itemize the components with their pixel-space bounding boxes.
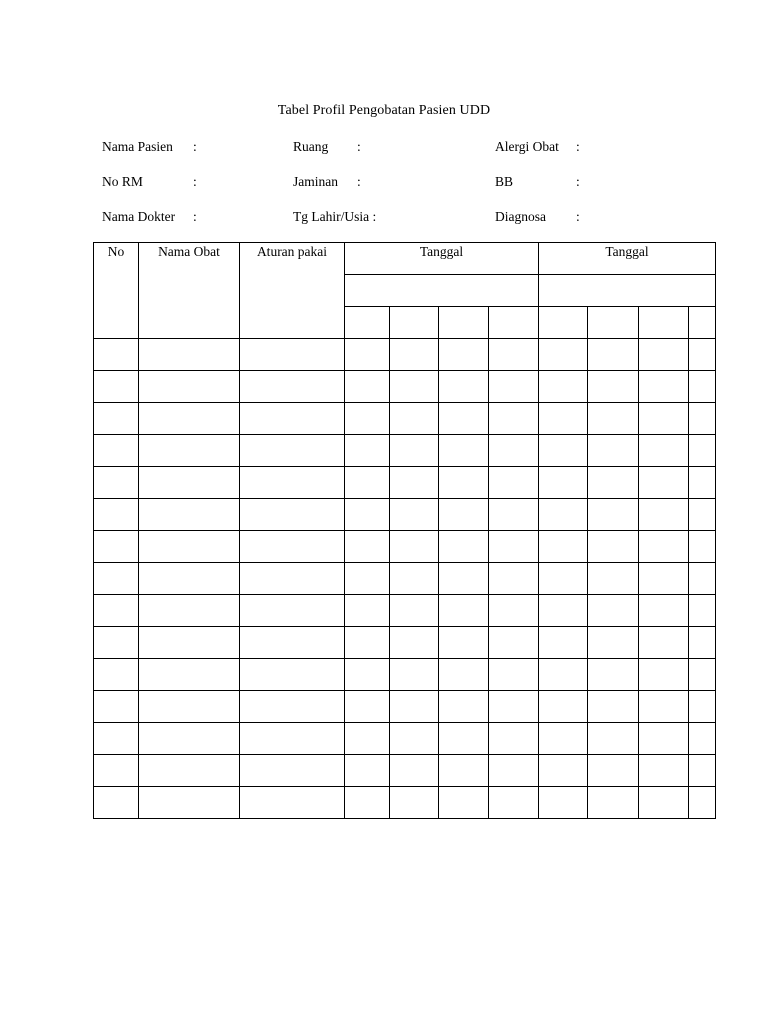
dose-cell[interactable] [439, 531, 489, 563]
aturan-pakai-cell[interactable] [240, 659, 345, 691]
time-slot-cell[interactable] [588, 307, 639, 339]
dose-cell[interactable] [689, 723, 716, 755]
dose-cell[interactable] [345, 403, 390, 435]
aturan-pakai-cell[interactable] [240, 403, 345, 435]
dose-cell[interactable] [588, 595, 639, 627]
dose-cell[interactable] [539, 595, 588, 627]
dose-cell[interactable] [345, 467, 390, 499]
nama-obat-cell[interactable] [139, 755, 240, 787]
dose-cell[interactable] [489, 563, 539, 595]
dose-cell[interactable] [588, 563, 639, 595]
aturan-pakai-cell[interactable] [240, 595, 345, 627]
aturan-pakai-cell[interactable] [240, 467, 345, 499]
dose-cell[interactable] [539, 435, 588, 467]
no-cell[interactable] [94, 467, 139, 499]
dose-cell[interactable] [588, 371, 639, 403]
dose-cell[interactable] [588, 659, 639, 691]
date-cell-1[interactable] [345, 275, 539, 307]
no-cell[interactable] [94, 627, 139, 659]
nama-obat-cell[interactable] [139, 339, 240, 371]
dose-cell[interactable] [639, 371, 689, 403]
dose-cell[interactable] [390, 691, 439, 723]
dose-cell[interactable] [489, 435, 539, 467]
dose-cell[interactable] [539, 627, 588, 659]
dose-cell[interactable] [345, 595, 390, 627]
dose-cell[interactable] [439, 339, 489, 371]
dose-cell[interactable] [390, 755, 439, 787]
time-slot-cell[interactable] [390, 307, 439, 339]
dose-cell[interactable] [390, 787, 439, 819]
dose-cell[interactable] [439, 499, 489, 531]
no-cell[interactable] [94, 403, 139, 435]
dose-cell[interactable] [345, 435, 390, 467]
dose-cell[interactable] [489, 787, 539, 819]
table-row [94, 723, 716, 755]
field-label-diagnosa: Diagnosa [495, 209, 546, 224]
dose-cell[interactable] [439, 595, 489, 627]
dose-cell[interactable] [539, 499, 588, 531]
aturan-pakai-cell[interactable] [240, 499, 345, 531]
no-cell[interactable] [94, 531, 139, 563]
dose-cell[interactable] [689, 691, 716, 723]
nama-obat-cell[interactable] [139, 563, 240, 595]
dose-cell[interactable] [489, 371, 539, 403]
dose-cell[interactable] [588, 403, 639, 435]
nama-obat-cell[interactable] [139, 499, 240, 531]
dose-cell[interactable] [390, 371, 439, 403]
table-row [94, 403, 716, 435]
dose-cell[interactable] [588, 755, 639, 787]
time-slot-cell[interactable] [539, 307, 588, 339]
dose-cell[interactable] [345, 691, 390, 723]
table-row [94, 467, 716, 499]
dose-cell[interactable] [345, 755, 390, 787]
header-nama-obat: Nama Obat [139, 243, 240, 339]
dose-cell[interactable] [639, 403, 689, 435]
dose-cell[interactable] [439, 723, 489, 755]
table-row [94, 595, 716, 627]
dose-cell[interactable] [345, 371, 390, 403]
aturan-pakai-cell[interactable] [240, 787, 345, 819]
dose-cell[interactable] [489, 755, 539, 787]
no-cell[interactable] [94, 723, 139, 755]
dose-cell[interactable] [489, 339, 539, 371]
nama-obat-cell[interactable] [139, 467, 240, 499]
dose-cell[interactable] [689, 659, 716, 691]
dose-cell[interactable] [689, 755, 716, 787]
dose-cell[interactable] [588, 691, 639, 723]
dose-cell[interactable] [588, 467, 639, 499]
dose-cell[interactable] [639, 723, 689, 755]
dose-cell[interactable] [639, 755, 689, 787]
no-cell[interactable] [94, 755, 139, 787]
dose-cell[interactable] [539, 659, 588, 691]
field-label-alergi-obat: Alergi Obat [495, 139, 559, 154]
dose-cell[interactable] [390, 595, 439, 627]
dose-cell[interactable] [390, 339, 439, 371]
no-cell[interactable] [94, 691, 139, 723]
aturan-pakai-cell[interactable] [240, 563, 345, 595]
dose-cell[interactable] [588, 787, 639, 819]
dose-cell[interactable] [539, 403, 588, 435]
dose-cell[interactable] [345, 659, 390, 691]
dose-cell[interactable] [689, 499, 716, 531]
dose-cell[interactable] [345, 499, 390, 531]
table-row [94, 435, 716, 467]
table-row [94, 499, 716, 531]
table-row [94, 691, 716, 723]
dose-cell[interactable] [489, 723, 539, 755]
dose-cell[interactable] [489, 659, 539, 691]
dose-cell[interactable] [345, 563, 390, 595]
no-cell[interactable] [94, 563, 139, 595]
nama-obat-cell[interactable] [139, 659, 240, 691]
dose-cell[interactable] [588, 499, 639, 531]
dose-cell[interactable] [639, 691, 689, 723]
field-colon-ruang: : [357, 139, 361, 154]
field-label-jaminan: Jaminan [293, 174, 338, 189]
aturan-pakai-cell[interactable] [240, 723, 345, 755]
aturan-pakai-cell[interactable] [240, 627, 345, 659]
dose-cell[interactable] [588, 723, 639, 755]
field-colon-bb: : [576, 174, 580, 189]
dose-cell[interactable] [345, 787, 390, 819]
table-row [94, 339, 716, 371]
dose-cell[interactable] [345, 723, 390, 755]
dose-cell[interactable] [345, 339, 390, 371]
table-row [94, 563, 716, 595]
header-tanggal-2: Tanggal [539, 243, 716, 275]
nama-obat-cell[interactable] [139, 691, 240, 723]
table-row [94, 371, 716, 403]
dose-cell[interactable] [390, 627, 439, 659]
table-header-row-1 [94, 243, 716, 275]
dose-cell[interactable] [689, 787, 716, 819]
dose-cell[interactable] [539, 531, 588, 563]
nama-obat-cell[interactable] [139, 787, 240, 819]
time-slot-cell[interactable] [439, 307, 489, 339]
dose-cell[interactable] [539, 563, 588, 595]
dose-cell[interactable] [639, 627, 689, 659]
nama-obat-cell[interactable] [139, 627, 240, 659]
dose-cell[interactable] [639, 499, 689, 531]
dose-cell[interactable] [439, 691, 489, 723]
dose-cell[interactable] [588, 531, 639, 563]
aturan-pakai-cell[interactable] [240, 755, 345, 787]
aturan-pakai-cell[interactable] [240, 339, 345, 371]
dose-cell[interactable] [489, 595, 539, 627]
dose-cell[interactable] [439, 467, 489, 499]
dose-cell[interactable] [639, 435, 689, 467]
dose-cell[interactable] [390, 531, 439, 563]
dose-cell[interactable] [689, 563, 716, 595]
dose-cell[interactable] [390, 563, 439, 595]
no-cell[interactable] [94, 595, 139, 627]
dose-cell[interactable] [439, 563, 489, 595]
dose-cell[interactable] [639, 339, 689, 371]
dose-cell[interactable] [639, 659, 689, 691]
field-label-nama-dokter: Nama Dokter [102, 209, 176, 224]
dose-cell[interactable] [489, 531, 539, 563]
dose-cell[interactable] [689, 627, 716, 659]
field-colon-nama-dokter: : [193, 209, 197, 224]
dose-cell[interactable] [390, 435, 439, 467]
nama-obat-cell[interactable] [139, 403, 240, 435]
header-no: No [94, 243, 139, 339]
time-slot-cell[interactable] [689, 307, 716, 339]
dose-cell[interactable] [588, 339, 639, 371]
no-cell[interactable] [94, 371, 139, 403]
nama-obat-cell[interactable] [139, 435, 240, 467]
dose-cell[interactable] [639, 531, 689, 563]
medication-profile-table [93, 242, 716, 819]
dose-cell[interactable] [390, 659, 439, 691]
dose-cell[interactable] [439, 371, 489, 403]
dose-cell[interactable] [689, 595, 716, 627]
dose-cell[interactable] [489, 467, 539, 499]
dose-cell[interactable] [439, 755, 489, 787]
field-colon-alergi-obat: : [576, 139, 580, 154]
aturan-pakai-cell[interactable] [240, 531, 345, 563]
no-cell[interactable] [94, 659, 139, 691]
dose-cell[interactable] [390, 723, 439, 755]
table-row [94, 531, 716, 563]
dose-cell[interactable] [390, 499, 439, 531]
no-cell[interactable] [94, 787, 139, 819]
dose-cell[interactable] [489, 627, 539, 659]
dose-cell[interactable] [689, 531, 716, 563]
dose-cell[interactable] [539, 755, 588, 787]
time-slot-cell[interactable] [345, 307, 390, 339]
dose-cell[interactable] [539, 787, 588, 819]
dose-cell[interactable] [689, 467, 716, 499]
field-label-bb: BB [495, 174, 514, 189]
header-aturan-pakai: Aturan pakai [240, 243, 345, 339]
dose-cell[interactable] [439, 787, 489, 819]
table-row [94, 659, 716, 691]
field-label-tg-lahir-usia: Tg Lahir/Usia : [293, 209, 377, 224]
nama-obat-cell[interactable] [139, 531, 240, 563]
dose-cell[interactable] [539, 723, 588, 755]
dose-cell[interactable] [639, 467, 689, 499]
dose-cell[interactable] [390, 403, 439, 435]
date-cell-2[interactable] [539, 275, 716, 307]
nama-obat-cell[interactable] [139, 371, 240, 403]
dose-cell[interactable] [439, 627, 489, 659]
nama-obat-cell[interactable] [139, 595, 240, 627]
time-slot-cell[interactable] [489, 307, 539, 339]
dose-cell[interactable] [639, 787, 689, 819]
dose-cell[interactable] [439, 659, 489, 691]
dose-cell[interactable] [345, 531, 390, 563]
dose-cell[interactable] [689, 435, 716, 467]
dose-cell[interactable] [639, 595, 689, 627]
document-title: Tabel Profil Pengobatan Pasien UDD [277, 103, 491, 118]
table-row [94, 755, 716, 787]
dose-cell[interactable] [539, 371, 588, 403]
no-cell[interactable] [94, 499, 139, 531]
header-tanggal-1: Tanggal [345, 243, 539, 275]
field-colon-diagnosa: : [576, 209, 580, 224]
dose-cell[interactable] [539, 691, 588, 723]
field-colon-no-rm: : [193, 174, 197, 189]
field-label-ruang: Ruang [293, 139, 329, 154]
dose-cell[interactable] [345, 627, 390, 659]
dose-cell[interactable] [539, 467, 588, 499]
dose-cell[interactable] [439, 435, 489, 467]
dose-cell[interactable] [588, 627, 639, 659]
dose-cell[interactable] [489, 403, 539, 435]
no-cell[interactable] [94, 435, 139, 467]
dose-cell[interactable] [689, 371, 716, 403]
aturan-pakai-cell[interactable] [240, 691, 345, 723]
dose-cell[interactable] [390, 467, 439, 499]
no-cell[interactable] [94, 339, 139, 371]
aturan-pakai-cell[interactable] [240, 371, 345, 403]
dose-cell[interactable] [539, 339, 588, 371]
dose-cell[interactable] [639, 563, 689, 595]
dose-cell[interactable] [588, 435, 639, 467]
dose-cell[interactable] [689, 403, 716, 435]
aturan-pakai-cell[interactable] [240, 435, 345, 467]
dose-cell[interactable] [489, 691, 539, 723]
dose-cell[interactable] [439, 403, 489, 435]
table-row [94, 787, 716, 819]
nama-obat-cell[interactable] [139, 723, 240, 755]
field-colon-nama-pasien: : [193, 139, 197, 154]
dose-cell[interactable] [489, 499, 539, 531]
time-slot-cell[interactable] [639, 307, 689, 339]
field-label-nama-pasien: Nama Pasien [102, 139, 173, 154]
dose-cell[interactable] [689, 339, 716, 371]
table-row [94, 627, 716, 659]
field-colon-jaminan: : [357, 174, 361, 189]
field-label-no-rm: No RM [102, 174, 143, 189]
